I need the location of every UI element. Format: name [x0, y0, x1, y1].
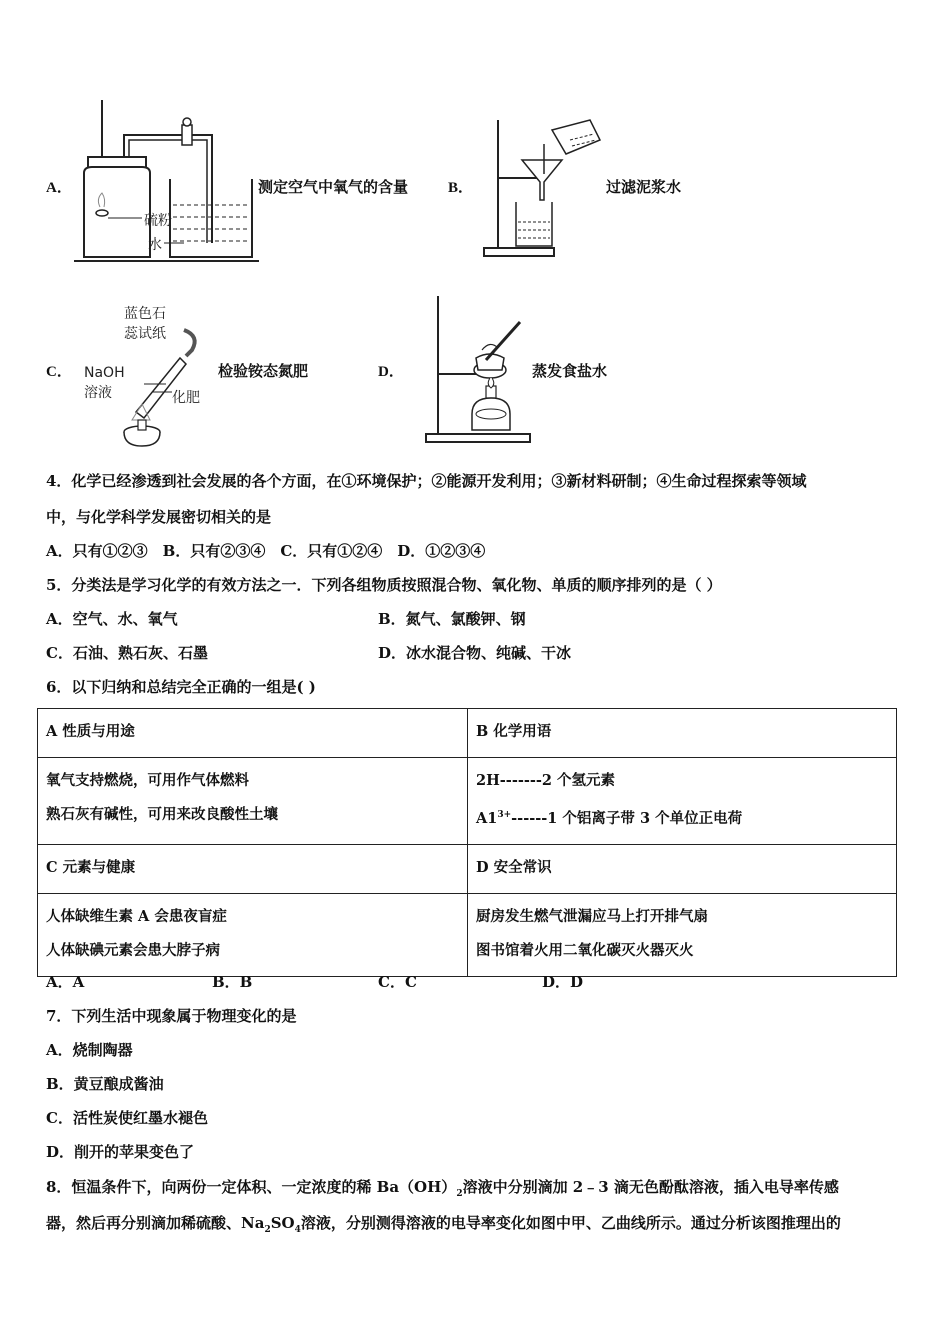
- cell-d-line1: 厨房发生燃气泄漏应马上打开排气扇: [476, 907, 708, 925]
- q6-option-c: C．C: [378, 973, 417, 991]
- q7-option-b: B．黄豆酿成酱油: [46, 1075, 164, 1093]
- cell-b-line1: 2H-------2 个氢元素: [476, 772, 616, 789]
- ammonium-fertilizer-test-figure: [80, 300, 215, 450]
- option-a-letter: A．: [46, 180, 72, 196]
- q4-options: A．只有①②③ B．只有②③④ C．只有①②④ D．①②③④: [46, 542, 486, 560]
- q7-option-c: C．活性炭使红墨水褪色: [46, 1109, 208, 1127]
- option-d-text: 蒸发食盐水: [532, 364, 608, 380]
- cell-a-line1: 氧气支持燃烧，可用作气体燃料: [46, 772, 249, 789]
- q5-option-b: B．氮气、氯酸钾、钢: [378, 610, 526, 628]
- label-solution: 溶液: [84, 385, 112, 401]
- cell-c-line2: 人体缺碘元素会患大脖子病: [46, 941, 220, 959]
- label-water: 水: [148, 237, 162, 253]
- cell-b-line2: $A1^{3+}------1$ 个铝离子带 3 个单位正电荷: [476, 809, 743, 827]
- cell-c-body: [38, 893, 468, 976]
- filtration-apparatus-figure: [478, 110, 608, 265]
- q6-table: [37, 708, 897, 977]
- q4-stem-line2: 中，与化学科学发展密切相关的是: [46, 508, 272, 526]
- option-c-letter: C．: [46, 364, 72, 380]
- option-b-letter: B．: [448, 180, 474, 196]
- q5-stem: 5．分类法是学习化学的有效方法之一．下列各组物质按照混合物、氧化物、单质的顺序排列的是（ ）: [46, 576, 722, 594]
- label-naoh: NaOH: [84, 365, 125, 381]
- q6-stem: 6．以下归纳和总结完全正确的一组是( ): [46, 678, 316, 696]
- q4-stem-line1: 4．化学已经渗透到社会发展的各个方面，在①环境保护；②能源开发利用；③新材料研制；④生命过程探索等领域: [46, 472, 807, 490]
- option-b-text: 过滤泥浆水: [606, 180, 682, 196]
- q8-line2: 器，然后再分别滴加稀硫酸、$Na_2SO_4$溶液，分别测得溶液的电导率变化如图中甲、乙曲线所示。通过分析该图推理出的: [46, 1214, 841, 1235]
- q5-option-c: C．石油、熟石灰、石墨: [46, 644, 208, 662]
- cell-c-head: C 元素与健康: [38, 844, 468, 893]
- cell-d-body: [468, 893, 897, 976]
- cell-d-line2: 图书馆着火用二氧化碳灭火器灭火: [476, 941, 694, 959]
- cell-a-head: A 性质与用途: [38, 709, 468, 758]
- label-sulfur-powder: 硫粉: [144, 213, 172, 229]
- evaporation-apparatus-figure: [424, 290, 534, 445]
- cell-c-line1: 人体缺维生素 A 会患夜盲症: [46, 907, 227, 925]
- label-blue-litmus-1: 蓝色石: [124, 306, 166, 322]
- cell-d-head: D 安全常识: [468, 844, 897, 893]
- q5-option-a: A．空气、水、氧气: [46, 610, 178, 628]
- cell-a-body: [38, 758, 468, 845]
- q8-line1: 8．恒温条件下，向两份一定体积、一定浓度的稀 $Ba(OH)_2$溶液中分别滴加 2﹣3 滴无色酚酞溶液，插入电导率传感: [46, 1178, 839, 1199]
- label-blue-litmus-2: 蕊试纸: [124, 326, 166, 342]
- q5-option-d: D．冰水混合物、纯碱、干冰: [378, 644, 572, 662]
- cell-b-head: B 化学用语: [468, 709, 897, 758]
- q6-option-b: B．B: [212, 973, 253, 991]
- option-c-text: 检验铵态氮肥: [218, 364, 309, 380]
- q6-option-d: D．D: [542, 973, 584, 991]
- option-a-text: 测定空气中氧气的含量: [258, 180, 409, 196]
- cell-b-body: [468, 758, 897, 845]
- q7-option-d: D．削开的苹果变色了: [46, 1143, 195, 1161]
- q6-option-a: A．A: [46, 973, 85, 991]
- oxygen-measurement-apparatus-figure: [74, 95, 259, 265]
- option-d-letter: D．: [378, 364, 404, 380]
- q7-option-a: A．烧制陶器: [46, 1041, 133, 1059]
- label-fertilizer: 化肥: [172, 390, 200, 406]
- q7-stem: 7．下列生活中现象属于物理变化的是: [46, 1007, 297, 1025]
- cell-a-line2: 熟石灰有碱性，可用来改良酸性土壤: [46, 806, 278, 823]
